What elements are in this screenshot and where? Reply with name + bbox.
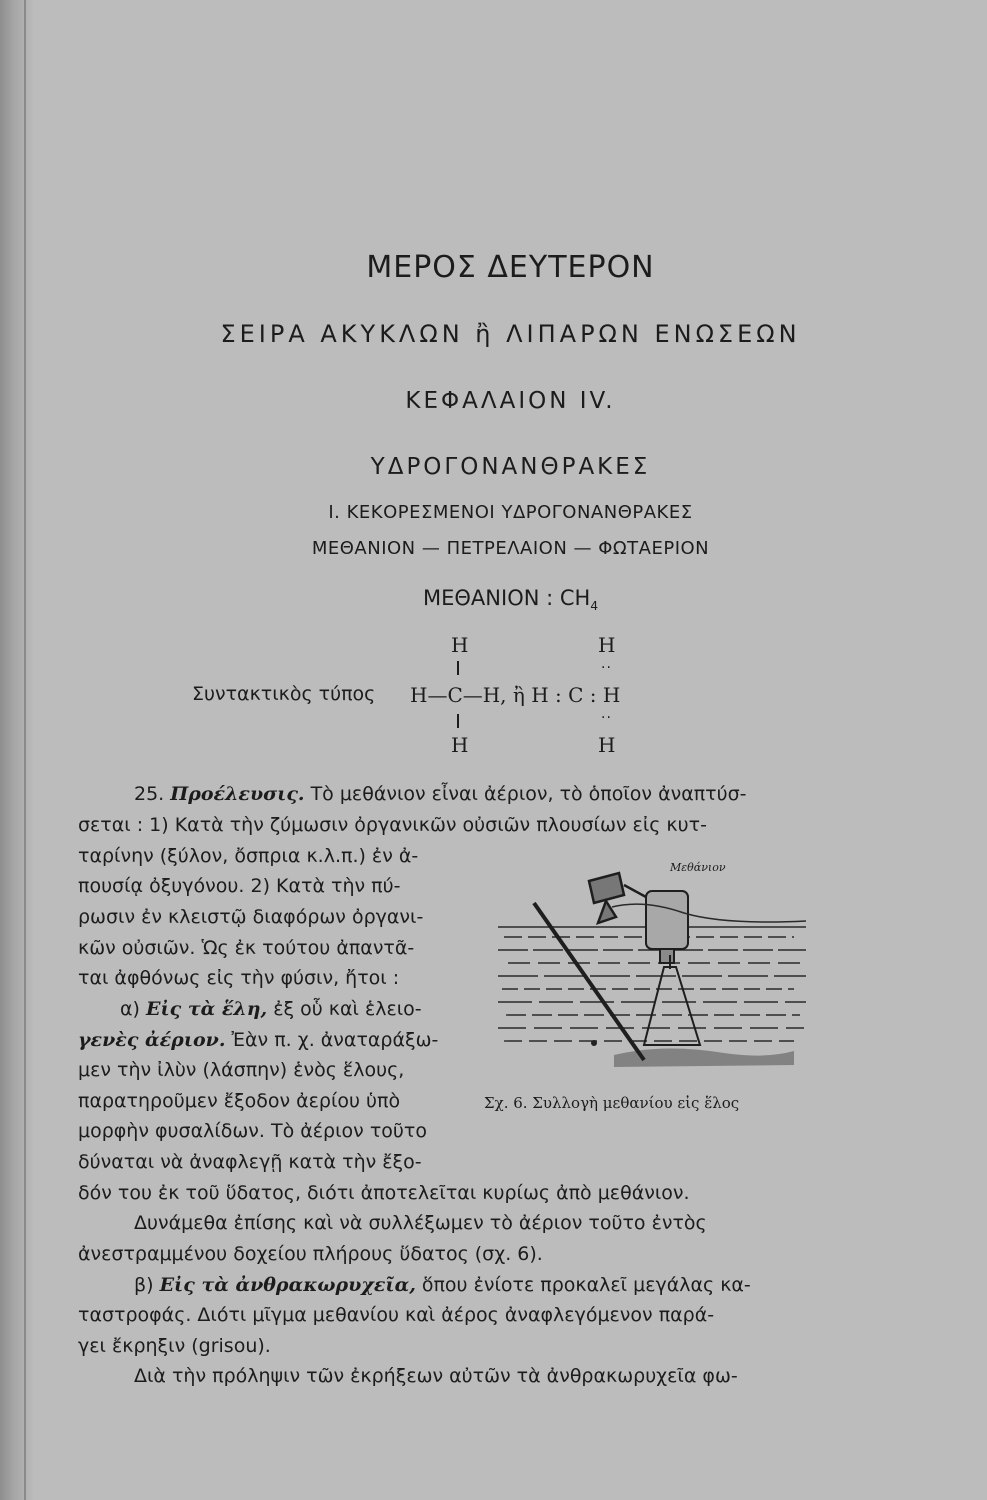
chapter-title: ΚΕΦΑΛΑΙΟΝ IV.	[405, 388, 616, 414]
body-line: παρατηροῦμεν ἔξοδον ἀερίου ὑπὸ	[78, 1090, 401, 1112]
body-line: β) Εἰς τὰ ἀνθρακωρυχεῖα, ὅπου ἐνίοτε προκαλεῖ μεγάλας κα-	[134, 1274, 751, 1296]
marsh-methane-figure	[494, 855, 810, 1080]
support-stand	[589, 873, 646, 923]
structural-bottom-h: H	[451, 733, 469, 757]
figure-label-methane: Μεθάνιον	[670, 861, 726, 874]
body-line: ταστροφάς. Διότι μῖγμα μεθανίου καὶ ἀέρος ἀναφλεγόμενον παρά-	[78, 1304, 715, 1326]
body-line: ρωσιν ἐν κλειστῷ διαφόρων ὀργανι-	[78, 906, 424, 928]
electron-dots-top: ..	[601, 656, 612, 672]
body-line: πουσίᾳ ὀξυγόνου. 2) Κατὰ τὴν πύ-	[78, 875, 401, 897]
electron-formula-top-h: H	[598, 633, 616, 657]
structural-middle-row: H—C—H, ἢ H : C : H	[410, 683, 621, 707]
body-line: γενὲς ἀέριον. Ἐὰν π. χ. ἀναταράξω-	[78, 1029, 439, 1051]
body-line: 25. Προέλευσις. Τὸ μεθάνιον εἶναι ἀέριον, τὸ ὁποῖον ἀναπτύσ-	[134, 783, 747, 805]
body-line: κῶν οὐσιῶν. Ὡς ἐκ τούτου ἀπαντᾶ-	[78, 937, 415, 959]
inverted-bottle	[646, 891, 688, 963]
electron-formula-bottom-h: H	[598, 733, 616, 757]
shore	[612, 904, 806, 922]
series-title: ΣΕΙΡΑ ΑΚΥΚΛΩΝ ἢ ΛΙΠΑΡΩΝ ΕΝΩΣΕΩΝ	[220, 320, 801, 348]
body-line: σεται : 1) Κατὰ τὴν ζύμωσιν ὀργανικῶν οὐσιῶν πλουσίων εἰς κυτ-	[78, 814, 707, 836]
structural-formula-label: Συντακτικὸς τύπος	[192, 683, 376, 705]
body-line: γει ἔκρηξιν (grisou).	[78, 1335, 271, 1357]
electron-dots-bottom: ..	[601, 706, 612, 722]
subsection-title: I. ΚΕΚΟΡΕΣΜΕΝΟΙ ΥΔΡΟΓΟΝΑΝΘΡΑΚΕΣ	[328, 502, 693, 523]
bond-vertical-top	[457, 661, 459, 675]
formula-name: ΜΕΘΑΝΙΟΝ : CH	[423, 586, 591, 610]
part-title: ΜΕΡΟΣ ΔΕΥΤΕΡΟΝ	[366, 250, 655, 285]
body-line: δόν του ἐκ τοῦ ὕδατος, διότι ἀποτελεῖται κυρίως ἀπὸ μεθάνιον.	[78, 1182, 690, 1204]
body-line: μορφὴν φυσαλίδων. Τὸ ἀέριον τοῦτο	[78, 1120, 427, 1142]
figure-caption: Σχ. 6. Συλλογὴ μεθανίου εἰς ἕλος	[484, 1094, 740, 1112]
gas-bubble	[591, 1040, 597, 1046]
body-line: δύναται νὰ ἀναφλεγῇ κατὰ τὴν ἔξο-	[78, 1151, 422, 1173]
formula-heading	[34, 586, 987, 613]
body-line: ται ἀφθόνως εἰς τὴν φύσιν, ἤτοι :	[78, 967, 400, 989]
subsection-subtitle: ΜΕΘΑΝΙΟΝ — ΠΕΤΡΕΛΑΙΟΝ — ΦΩΤΑΕΡΙΟΝ	[311, 538, 710, 559]
body-line: ἀνεστραμμένου δοχείου πλήρους ὕδατος (σχ. 6).	[78, 1243, 543, 1265]
body-line: Διὰ τὴν πρόληψιν τῶν ἐκρήξεων αὐτῶν τὰ ἀνθρακωρυχεῖα φω-	[134, 1365, 738, 1387]
bond-vertical-bottom	[457, 714, 459, 728]
structural-top-h: H	[451, 633, 469, 657]
body-line: Δυνάμεθα ἐπίσης καὶ νὰ συλλέξωμεν τὸ ἀέριον τοῦτο ἐντὸς	[134, 1212, 707, 1234]
section-title: ΥΔΡΟΓΟΝΑΝΘΡΑΚΕΣ	[370, 454, 651, 480]
formula-subscript: 4	[590, 599, 598, 614]
body-line: α) Εἰς τὰ ἕλη, ἐξ οὗ καὶ ἑλειο-	[120, 998, 422, 1020]
body-line: μεν τὴν ἰλὺν (λάσπην) ἑνὸς ἕλους,	[78, 1059, 405, 1081]
body-line: ταρίνην (ξύλον, ὄσπρια κ.λ.π.) ἐν ἀ-	[78, 845, 419, 867]
funnel	[644, 955, 700, 1045]
